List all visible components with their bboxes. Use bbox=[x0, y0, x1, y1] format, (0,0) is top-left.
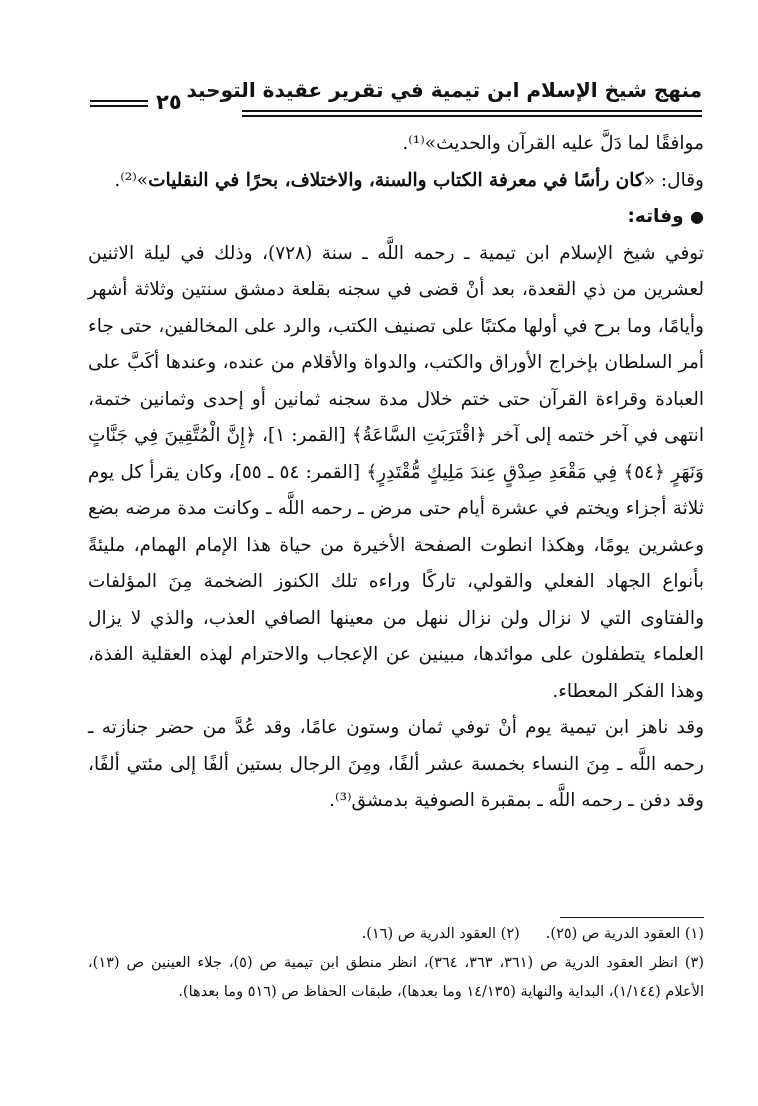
header-rule bbox=[90, 105, 148, 107]
footnote-2: (٢) العقود الدرية ص (١٦). bbox=[361, 926, 520, 942]
paragraph: موافقًا لما دَلَّ عليه القرآن والحديث»⁽¹⁾. bbox=[402, 133, 704, 154]
body-text bbox=[88, 126, 704, 820]
header-rule bbox=[242, 110, 702, 112]
header-rule bbox=[242, 115, 702, 117]
quote-tail: »⁽²⁾. bbox=[114, 169, 149, 191]
quote-bold: كان رأسًا في معرفة الكتاب والسنة، والاختلاف، بحرًا في النقليات bbox=[148, 169, 644, 191]
footnote-3: (٣) انظر العقود الدرية ص (٣٦١، ٣٦٣، ٣٦٤)، انظر منطق ابن تيمية ص (٥)، جلاء العينين ص (١٣)، الأعلام (١/١٤٤)، البداية والنهاية (١٤/١٣٥ وما بعدها)، طبقات الحفاظ ص (٥١٦ وما بعدها). bbox=[88, 955, 704, 1000]
paragraph: وقد ناهز ابن تيمية يوم أنْ توفي ثمان وستون عامًا، وقد عُدَّ من حضر جنازته ـ رحمه اللَّه ـ مِنَ النساء بخمسة عشر ألفًا، ومِنَ الرجال بستين ألفًا إلى مئتي ألفًا، وقد دفن ـ رحمه اللَّه ـ بمقبرة الصوفية بدمشق⁽³⁾. bbox=[88, 717, 704, 811]
footnotes bbox=[88, 920, 704, 1007]
header-rule bbox=[90, 100, 148, 102]
paragraph bbox=[88, 163, 704, 200]
page-number: ٢٥ bbox=[156, 90, 182, 114]
footnote-rule bbox=[560, 917, 704, 918]
page-header bbox=[90, 78, 702, 122]
bullet-icon: ● bbox=[690, 207, 704, 226]
footnote-row bbox=[88, 920, 704, 949]
footnote-1: (١) العقود الدرية ص (٢٥). bbox=[545, 926, 704, 942]
running-title: منهج شيخ الإسلام ابن تيمية في تقرير عقيدة التوحيد bbox=[186, 78, 702, 102]
paragraph: توفي شيخ الإسلام ابن تيمية ـ رحمه اللَّه ـ سنة (٧٢٨)، وذلك في ليلة الاثنين لعشرين من ذي القعدة، بعد أنْ قضى في سجنه بقلعة دمشق سنتين وثلاثة أشهر وأيامًا، وما برح في أولها مكتبًا على تصنيف الكتب، والرد على المخالفين، حتى جاء أمر السلطان بإخراج الأوراق والكتب، والدواة والأقلام من عنده، وعندها أكَبَّ على العبادة وقراءة القرآن حتى ختم خلال مدة سجنه ثمانين أو إحدى وثمانين ختمة، انتهى في آخر ختمه إلى آخر ﴿اقْتَرَبَتِ السَّاعَةُ﴾ [القمر: ١]، ﴿إِنَّ الْمُتَّقِينَ فِي جَنَّاتٍ وَنَهَرٍ ﴿٥٤﴾ فِي مَقْعَدِ صِدْقٍ عِندَ مَلِيكٍ مُّقْتَدِرٍ﴾ [القمر: ٥٤ ـ ٥٥]، وكان يقرأ كل يوم ثلاثة أجزاء ويختم في عشرة أيام حتى مرض ـ رحمه اللَّه ـ وكانت مدة مرضه بضع وعشرين يومًا، وهكذا انطوت الصفحة الأخيرة من حياة هذا الإمام الهمام، مليئةً بأنواع الجهاد الفعلي والقولي، تاركًا وراءه تلك الكنوز الضخمة مِنَ المؤلفات والفتاوى التي لا نزال ولن نزال ننهل من معينها الصافي العذب، والذي لا يزال العلماء يتطفلون على موائدها، مبينين عن الإعجاب والاحترام لهذه العقلية الفذة، وهذا الفكر المعطاء. bbox=[88, 242, 704, 702]
heading-text: وفاته: bbox=[627, 206, 684, 227]
quote-lead: وقال: « bbox=[643, 169, 704, 191]
section-heading bbox=[88, 199, 704, 236]
